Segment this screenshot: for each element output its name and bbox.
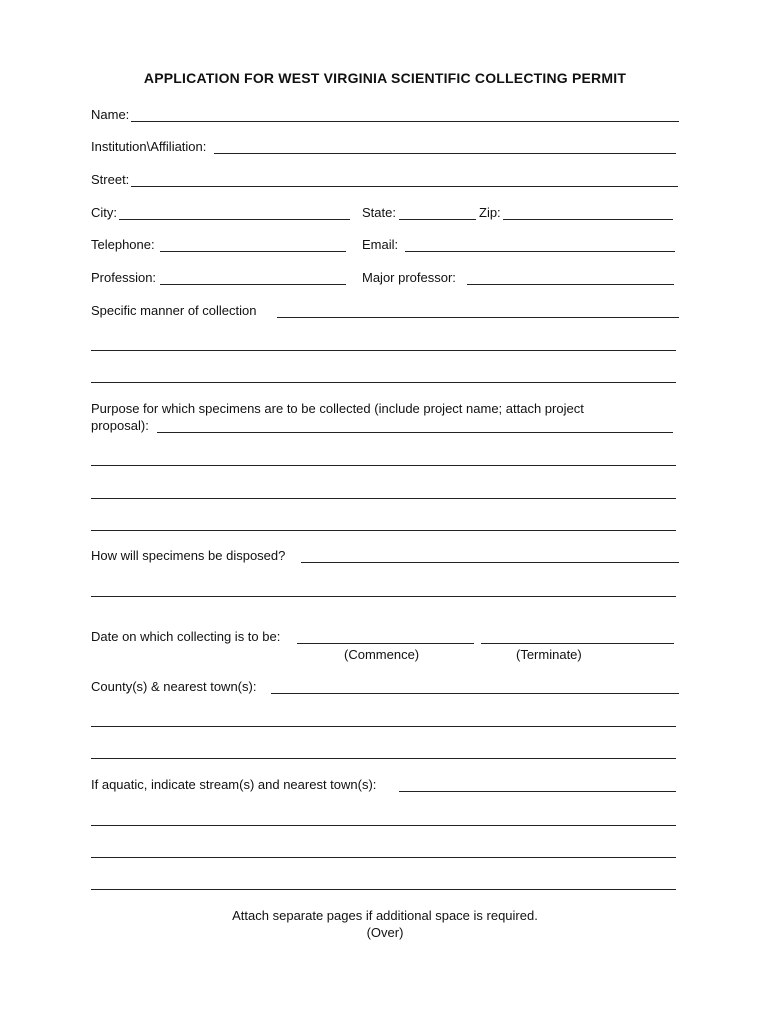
purpose-field-line-3[interactable]: [91, 498, 676, 499]
date-label: Date on which collecting is to be:: [91, 629, 281, 644]
footer-over: (Over): [366, 925, 404, 940]
profession-label: Profession:: [91, 270, 157, 285]
purpose-field[interactable]: [157, 432, 673, 433]
major-professor-field[interactable]: [467, 284, 674, 285]
street-label: Street:: [91, 172, 130, 187]
name-field[interactable]: [131, 121, 679, 122]
telephone-label: Telephone:: [91, 237, 155, 252]
footer-note: Attach separate pages if additional space is required.: [232, 908, 538, 923]
street-field[interactable]: [131, 186, 678, 187]
disposal-label: How will specimens be disposed?: [91, 548, 286, 563]
commence-caption: (Commence): [344, 647, 420, 662]
state-label: State:: [362, 205, 396, 220]
zip-field[interactable]: [503, 219, 673, 220]
county-label: County(s) & nearest town(s):: [91, 679, 257, 694]
aquatic-field-line-4[interactable]: [91, 889, 676, 890]
manner-label: Specific manner of collection: [91, 303, 257, 318]
county-field[interactable]: [271, 693, 679, 694]
major-professor-label: Major professor:: [362, 270, 456, 285]
purpose-label-line-1: Purpose for which specimens are to be collected (include project name; attach project: [91, 401, 584, 416]
telephone-field[interactable]: [160, 251, 346, 252]
city-field[interactable]: [119, 219, 350, 220]
form-title: APPLICATION FOR WEST VIRGINIA SCIENTIFIC COLLECTING PERMIT: [143, 70, 627, 86]
manner-field-line-3[interactable]: [91, 382, 676, 383]
commence-date-field[interactable]: [297, 643, 474, 644]
aquatic-field-line-3[interactable]: [91, 857, 676, 858]
disposal-field-line-2[interactable]: [91, 596, 676, 597]
purpose-field-line-2[interactable]: [91, 465, 676, 466]
institution-field[interactable]: [214, 153, 676, 154]
terminate-caption: (Terminate): [516, 647, 582, 662]
state-field[interactable]: [399, 219, 476, 220]
terminate-date-field[interactable]: [481, 643, 674, 644]
manner-field-line-2[interactable]: [91, 350, 676, 351]
name-label: Name:: [91, 107, 130, 122]
disposal-field[interactable]: [301, 562, 679, 563]
email-field[interactable]: [405, 251, 675, 252]
manner-field[interactable]: [277, 317, 679, 318]
profession-field[interactable]: [160, 284, 346, 285]
aquatic-field[interactable]: [399, 791, 676, 792]
county-field-line-3[interactable]: [91, 758, 676, 759]
email-label: Email:: [362, 237, 399, 252]
aquatic-field-line-2[interactable]: [91, 825, 676, 826]
purpose-field-line-4[interactable]: [91, 530, 676, 531]
aquatic-label: If aquatic, indicate stream(s) and nearest town(s):: [91, 777, 377, 792]
purpose-label-line-2: proposal):: [91, 418, 149, 433]
city-label: City:: [91, 205, 117, 220]
zip-label: Zip:: [479, 205, 501, 220]
institution-label: Institution\Affiliation:: [91, 139, 207, 154]
county-field-line-2[interactable]: [91, 726, 676, 727]
